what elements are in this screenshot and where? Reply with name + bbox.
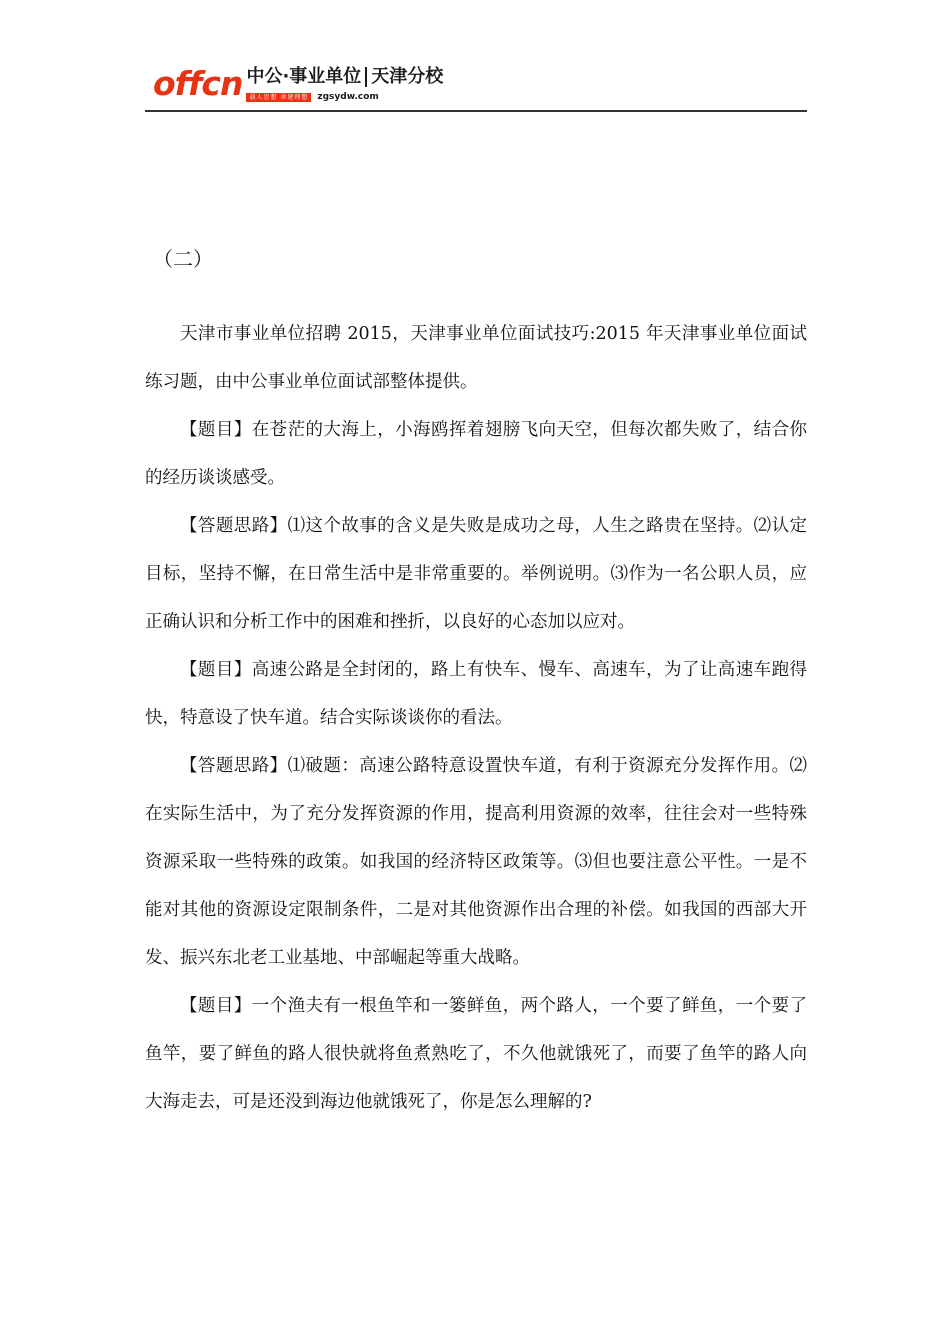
logo-top-row bbox=[246, 64, 443, 90]
paragraph bbox=[145, 646, 807, 742]
paragraph-text: ⑴这个故事的含义是失败是成功之母，人生之路贵在坚持。⑵认定目标，坚持不懈，在日常生活中是非常重要的。举例说明。⑶作为一名公职人员，应正确认识和分析工作中的困难和挫折，以良好的心态加以应对。 bbox=[145, 516, 808, 632]
paragraph-text: 在苍茫的大海上，小海鸥挥着翅膀飞向天空，但每次都失败了，结合你的经历谈谈感受。 bbox=[145, 420, 808, 488]
section-title: （二） bbox=[153, 247, 213, 271]
page-header bbox=[145, 62, 807, 112]
paragraph bbox=[145, 406, 807, 502]
logo-url: zgsydw.com bbox=[317, 92, 379, 102]
paragraph bbox=[145, 310, 807, 406]
logo-org: 中公·事业单位 bbox=[246, 66, 362, 87]
logo-text-block bbox=[246, 64, 443, 104]
logo-bottom-row bbox=[246, 90, 443, 104]
offcn-logo bbox=[153, 64, 443, 110]
paragraph bbox=[145, 982, 807, 1126]
paragraph-tag: 【题目】 bbox=[180, 660, 252, 680]
header-rule bbox=[145, 110, 807, 112]
paragraph-text: ⑴破题：高速公路特意设置快车道，有利于资源充分发挥作用。⑵在实际生活中，为了充分发挥资源的作用，提高利用资源的效率，往往会对一些特殊资源采取一些特殊的政策。如我国的经济特区政策等。⑶但也要注意公平性。一是不能对其他的资源设定限制条件，二是对其他资源作出合理的补偿。如我国的西部大开发、振兴东北老工业基地、中部崛起等重大战略。 bbox=[145, 756, 808, 968]
paragraph-text: 高速公路是全封闭的，路上有快车、慢车、高速车，为了让高速车跑得快，特意设了快车道。结合实际谈谈你的看法。 bbox=[145, 660, 808, 728]
paragraph-text: 一个渔夫有一根鱼竿和一篓鲜鱼，两个路人，一个要了鲜鱼，一个要了鱼竿，要了鲜鱼的路人很快就将鱼煮熟吃了，不久他就饿死了，而要了鱼竿的路人向大海走去，可是还没到海边他就饿死了，你是怎么理解的? bbox=[145, 996, 808, 1112]
logo-brand: offcn bbox=[153, 64, 243, 103]
document-body bbox=[145, 244, 807, 1126]
paragraph-tag: 【题目】 bbox=[180, 996, 252, 1016]
paragraph-tag: 【答题思路】 bbox=[180, 516, 288, 536]
paragraph-text: 天津市事业单位招聘 2015，天津事业单位面试技巧:2015 年天津事业单位面试练习题，由中公事业单位面试部整体提供。 bbox=[145, 324, 807, 392]
logo-slogan: 载人思想 承建理想 bbox=[246, 93, 311, 102]
paragraph bbox=[145, 742, 807, 982]
logo-branch: 天津分校 bbox=[371, 66, 444, 87]
paragraph bbox=[145, 502, 807, 646]
paragraph-tag: 【答题思路】 bbox=[180, 756, 288, 776]
paragraph-tag: 【题目】 bbox=[180, 420, 252, 440]
logo-separator bbox=[365, 67, 367, 87]
